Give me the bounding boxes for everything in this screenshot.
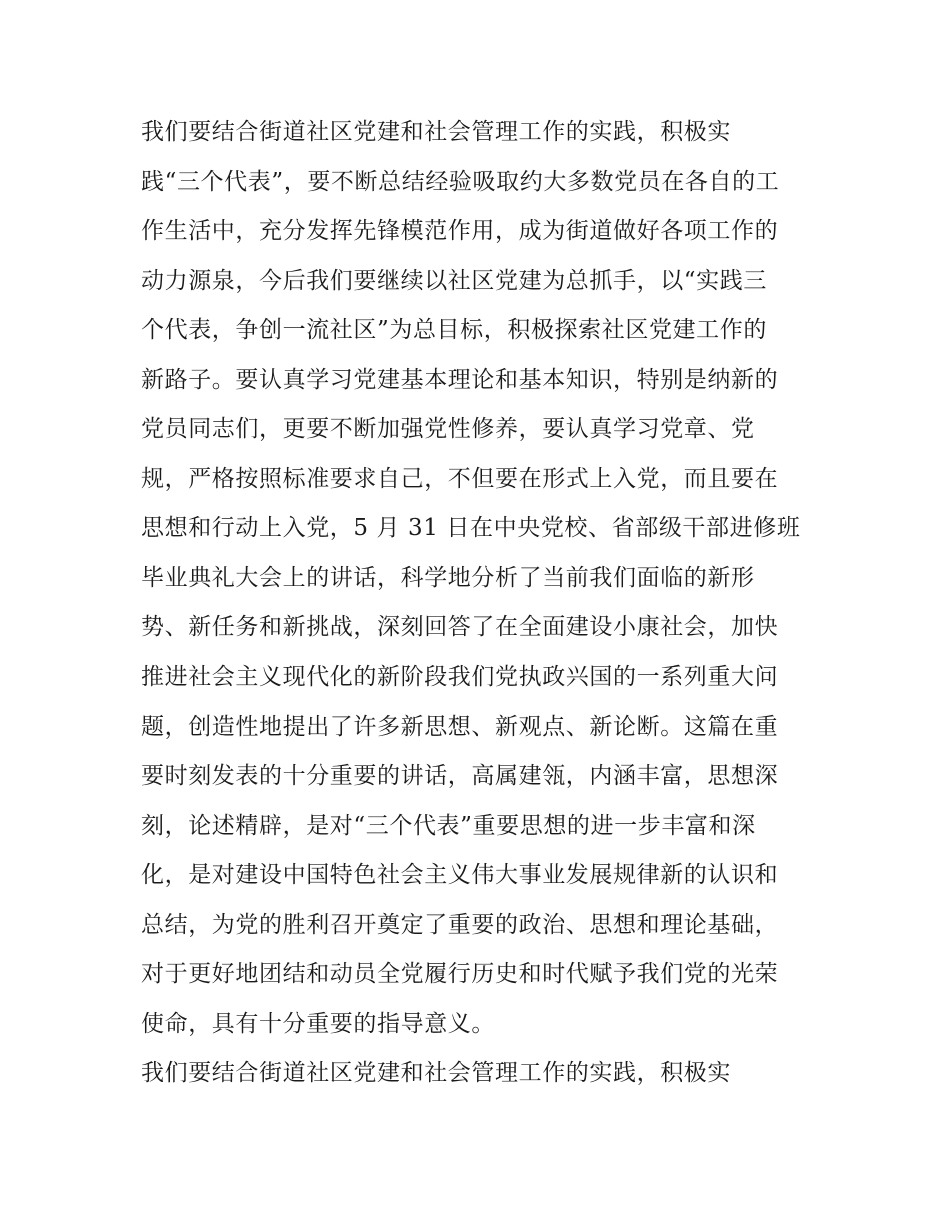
text-line-9: 思想和行动上入党，5 月 31 日在中央党校、省部级干部进修班	[141, 515, 801, 542]
text-line-8: 规，严格按照标准要求自己，不但要在形式上入党，而且要在	[141, 465, 779, 492]
body-text	[141, 108, 821, 1099]
text-line-18: 对于更好地团结和动员全党履行历史和时代赋予我们党的光荣	[141, 961, 779, 988]
text-line-2: 践“三个代表”，要不断总结经验吸取约大多数党员在各自的工	[141, 168, 780, 195]
text-line-10: 毕业典礼大会上的讲话，科学地分析了当前我们面临的新形	[141, 564, 755, 591]
text-line-6: 新路子。要认真学习党建基本理论和基本知识，特别是纳新的	[141, 366, 779, 393]
text-line-17: 总结，为党的胜利召开奠定了重要的政治、思想和理论基础，	[141, 911, 779, 938]
text-line-14: 要时刻发表的十分重要的讲话，高属建瓴，内涵丰富，思想深	[141, 763, 779, 790]
text-line-11: 势、新任务和新挑战，深刻回答了在全面建设小康社会，加快	[141, 614, 779, 641]
text-line-1: 我们要结合街道社区党建和社会管理工作的实践，积极实	[141, 119, 731, 145]
text-line-5: 个代表，争创一流社区”为总目标，积极探索社区党建工作的	[141, 317, 767, 344]
text-line-3: 作生活中，充分发挥先锋模范作用，成为街道做好各项工作的	[141, 218, 779, 245]
text-line-4: 动力源泉，今后我们要继续以社区党建为总抓手，以“实践三	[141, 267, 767, 294]
text-line-13: 题，创造性地提出了许多新思想、新观点、新论断。这篇在重	[141, 713, 779, 740]
text-line-16: 化，是对建设中国特色社会主义伟大事业发展规律新的认识和	[141, 862, 779, 889]
text-line-20: 我们要结合街道社区党建和社会管理工作的实践，积极实	[141, 1060, 731, 1087]
text-line-7: 党员同志们，更要不断加强党性修养，要认真学习党章、党	[141, 416, 755, 443]
text-line-19: 使命，具有十分重要的指导意义。	[141, 1010, 495, 1037]
text-line-15: 刻，论述精辟，是对“三个代表”重要思想的进一步丰富和深	[141, 812, 756, 839]
text-line-12: 推进社会主义现代化的新阶段我们党执政兴国的一系列重大问	[141, 664, 779, 691]
